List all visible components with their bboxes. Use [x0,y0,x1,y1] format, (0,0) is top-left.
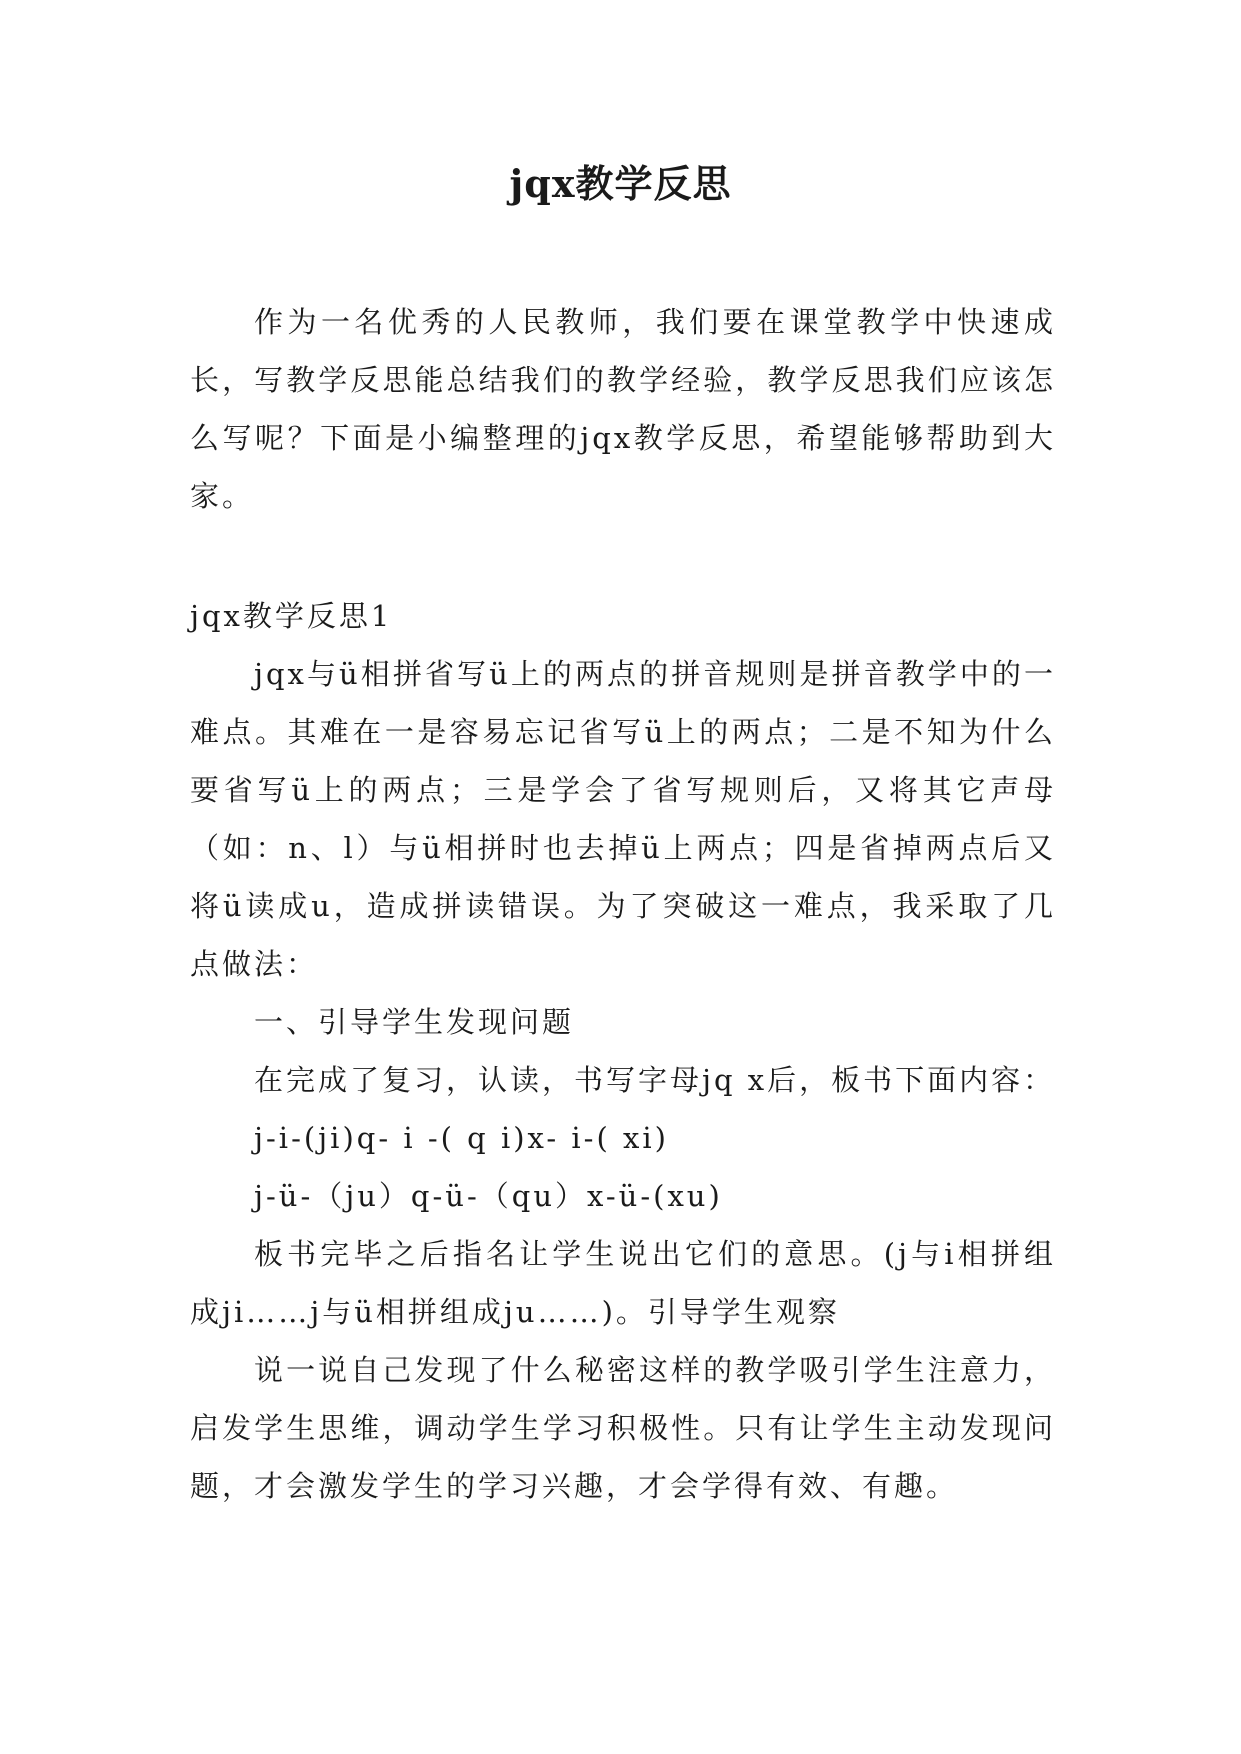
document-title: jqx教学反思 [509,161,732,206]
body-paragraph-2: 一、引导学生发现问题 [254,1005,575,1039]
section-heading: jqx教学反思1 [190,599,393,633]
document-body [190,293,1056,1515]
pinyin-example-line-2: j-ü-（ju）q-ü-（qu）x-ü-(xu) [254,1179,723,1213]
body-paragraph-3: 在完成了复习，认读，书写字母jq x后，板书下面内容： [254,1063,1056,1097]
body-paragraph-1: jqx与ü相拼省写ü上的两点的拼音规则是拼音教学中的一难点。其难在一是容易忘记省写ü上的两点；二是不知为什么要省写ü上的两点；三是学会了省写规则后，又将其它声母（如：n、l）与ü相拼时也去掉ü上两点；四是省掉两点后又将ü读成u，造成拼读错误。为了突破这一难点，我采取了几点做法： [190,657,1056,981]
pinyin-example-line-1: j-i-(ji)q- i -( q i)x- i-( xi) [254,1121,669,1155]
intro-paragraph: 作为一名优秀的人民教师，我们要在课堂教学中快速成长，写教学反思能总结我们的教学经验，教学反思我们应该怎么写呢？下面是小编整理的jqx教学反思，希望能够帮助到大家。 [190,305,1056,513]
body-paragraph-6: 板书完毕之后指名让学生说出它们的意思。(j与i相拼组成ji……j与ü相拼组成ju……)。引导学生观察 [190,1237,1056,1329]
body-paragraph-7: 说一说自己发现了什么秘密这样的教学吸引学生注意力，启发学生思维，调动学生学习积极性。只有让学生主动发现问题，才会激发学生的学习兴趣，才会学得有效、有趣。 [190,1353,1056,1503]
